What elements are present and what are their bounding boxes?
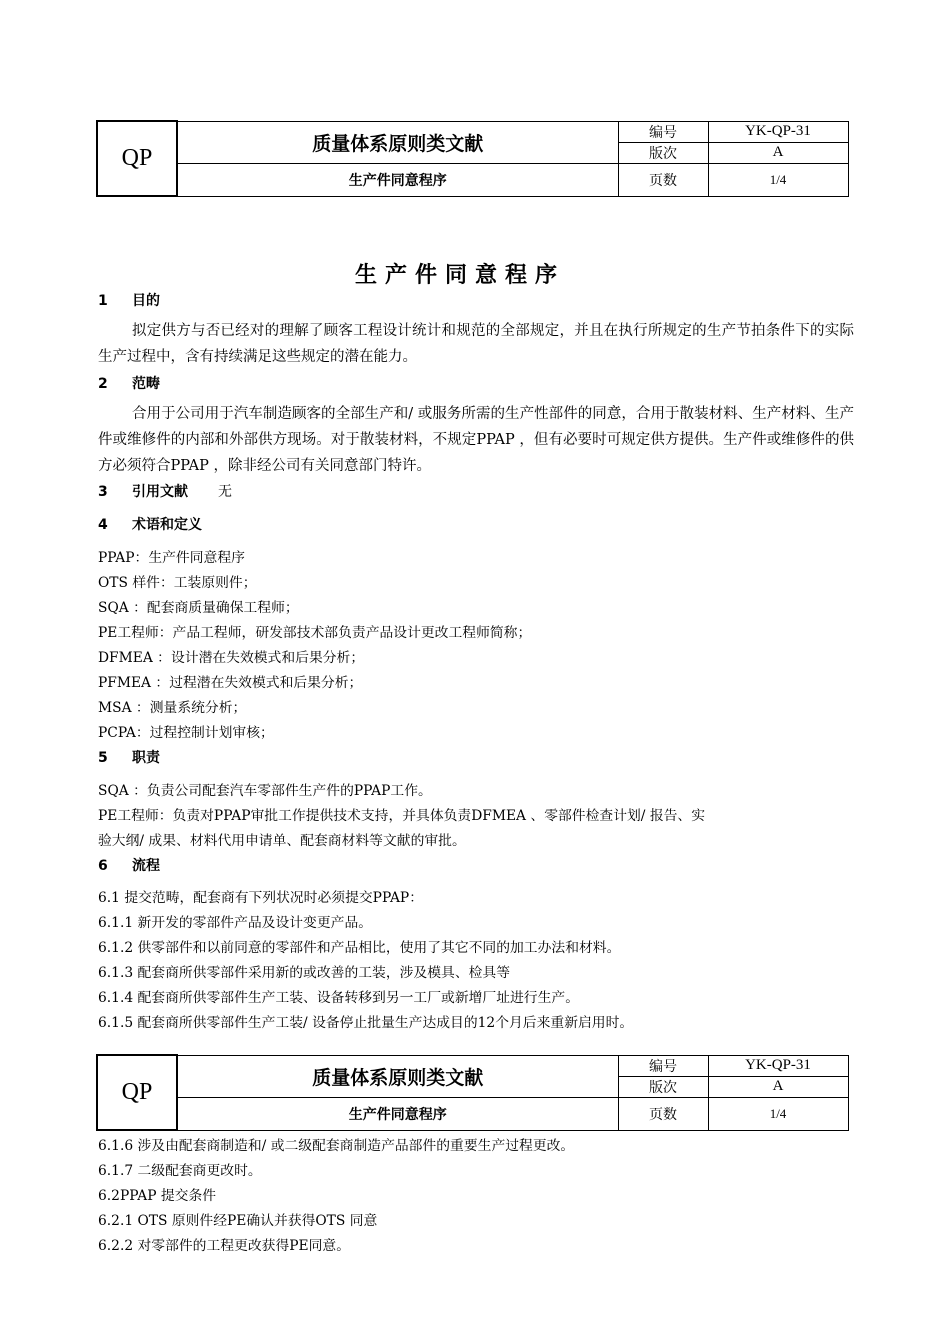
section-number: 3 [98,484,108,500]
qp-label: QP [97,1055,177,1130]
header-subtitle: 生产件同意程序 [177,1097,618,1130]
section-2-text: 合用于公司用于汽车制造顾客的全部生产和/ 或服务所需的生产性部件的同意，合用于散装材料、生产材料、生产件或维修件的内部和外部供方现场。对于散装材料，不规定PPAP ，但有必要时可规定供方提供。生产件或维修件的供方必须符合PPAP ，除非经公司有关同意部门特许。 [98,406,854,474]
document-title: 生产件同意程序 [354,263,565,288]
duty-line: 验大纲/ 成果、材料代用申请单、配套商材料等文献的审批。 [98,833,466,849]
section-number: 1 [98,293,108,309]
section-number: 4 [98,517,108,533]
header-table [96,120,849,197]
section-title: 职责 [132,750,160,766]
process-line: 6.1.4 配套商所供零部件生产工装、设备转移到另一工厂或新增厂址进行生产。 [98,990,579,1006]
number-value: YK-QP-31 [708,1055,848,1076]
term-line: PCPA：过程控制计划审核； [98,725,274,741]
section-number: 6 [98,858,108,874]
process-line: 6.1.1 新开发的零部件产品及设计变更产品。 [98,915,373,931]
duty-line: PE工程师：负责对PPAP审批工作提供技术支持，并具体负责DFMEA 、零部件检查计划/ 报告、实 [98,808,706,824]
qp-label: QP [97,121,177,196]
section-number: 5 [98,750,108,766]
term-line: DFMEA ：设计潜在失效模式和后果分析； [98,650,365,666]
process-line: 6.1.2 供零部件和以前同意的零部件和产品相比，使用了其它不同的加工办法和材料。 [98,940,621,956]
version-value: A [708,142,848,163]
header-title: 质量体系原则类文献 [177,121,618,163]
process-line: 6.2.2 对零部件的工程更改获得PE同意。 [98,1238,351,1254]
section-5-heading [98,747,160,767]
section-title: 流程 [132,858,160,874]
process-line: 6.2.1 OTS 原则件经PE确认并获得OTS 同意 [98,1213,378,1229]
term-line: SQA ：配套商质量确保工程师； [98,600,299,616]
term-line: OTS 样件：工装原则件； [98,575,257,591]
pages-value: 1/4 [708,163,848,196]
number-label: 编号 [618,1055,708,1076]
process-line: 6.1.7 二级配套商更改时。 [98,1163,262,1179]
section-1-heading [98,290,160,310]
header-table [96,1054,849,1131]
process-line: 6.1.5 配套商所供零部件生产工装/ 设备停止批量生产达成目的12个月后来重新启用时。 [98,1015,634,1031]
pages-label: 页数 [618,163,708,196]
number-value: YK-QP-31 [708,121,848,142]
version-label: 版次 [618,1076,708,1097]
duty-line: SQA ：负责公司配套汽车零部件生产件的PPAP工作。 [98,783,432,799]
term-line: PE工程师：产品工程师，研发部技术部负责产品设计更改工程师简称； [98,625,532,641]
pages-value: 1/4 [708,1097,848,1130]
pages-label: 页数 [618,1097,708,1130]
process-line: 6.1.3 配套商所供零部件采用新的或改善的工装，涉及模具、检具等 [98,965,511,981]
section-title: 术语和定义 [132,517,202,533]
section-4-heading [98,514,202,534]
section-note: 无 [218,484,232,500]
section-2-heading [98,373,160,393]
term-line: PFMEA ：过程潜在失效模式和后果分析； [98,675,363,691]
header-subtitle: 生产件同意程序 [177,163,618,196]
version-label: 版次 [618,142,708,163]
section-title: 目的 [132,293,160,309]
section-6-heading [98,855,160,875]
number-label: 编号 [618,121,708,142]
process-line: 6.1.6 涉及由配套商制造和/ 或二级配套商制造产品部件的重要生产过程更改。 [98,1138,575,1154]
section-title: 引用文献 [132,484,188,500]
term-line: PPAP：生产件同意程序 [98,550,245,566]
section-number: 2 [98,376,108,392]
section-3-heading [98,481,232,501]
version-value: A [708,1076,848,1097]
section-title: 范畴 [132,376,160,392]
header-title: 质量体系原则类文献 [177,1055,618,1097]
process-line: 6.2PPAP 提交条件 [98,1188,217,1204]
process-line: 6.1 提交范畴，配套商有下列状况时必须提交PPAP： [98,890,424,906]
section-1-text: 拟定供方与否已经对的理解了顾客工程设计统计和规范的全部规定，并且在执行所规定的生产节拍条件下的实际生产过程中，含有持续满足这些规定的潜在能力。 [98,323,854,365]
term-line: MSA ：测量系统分析； [98,700,247,716]
